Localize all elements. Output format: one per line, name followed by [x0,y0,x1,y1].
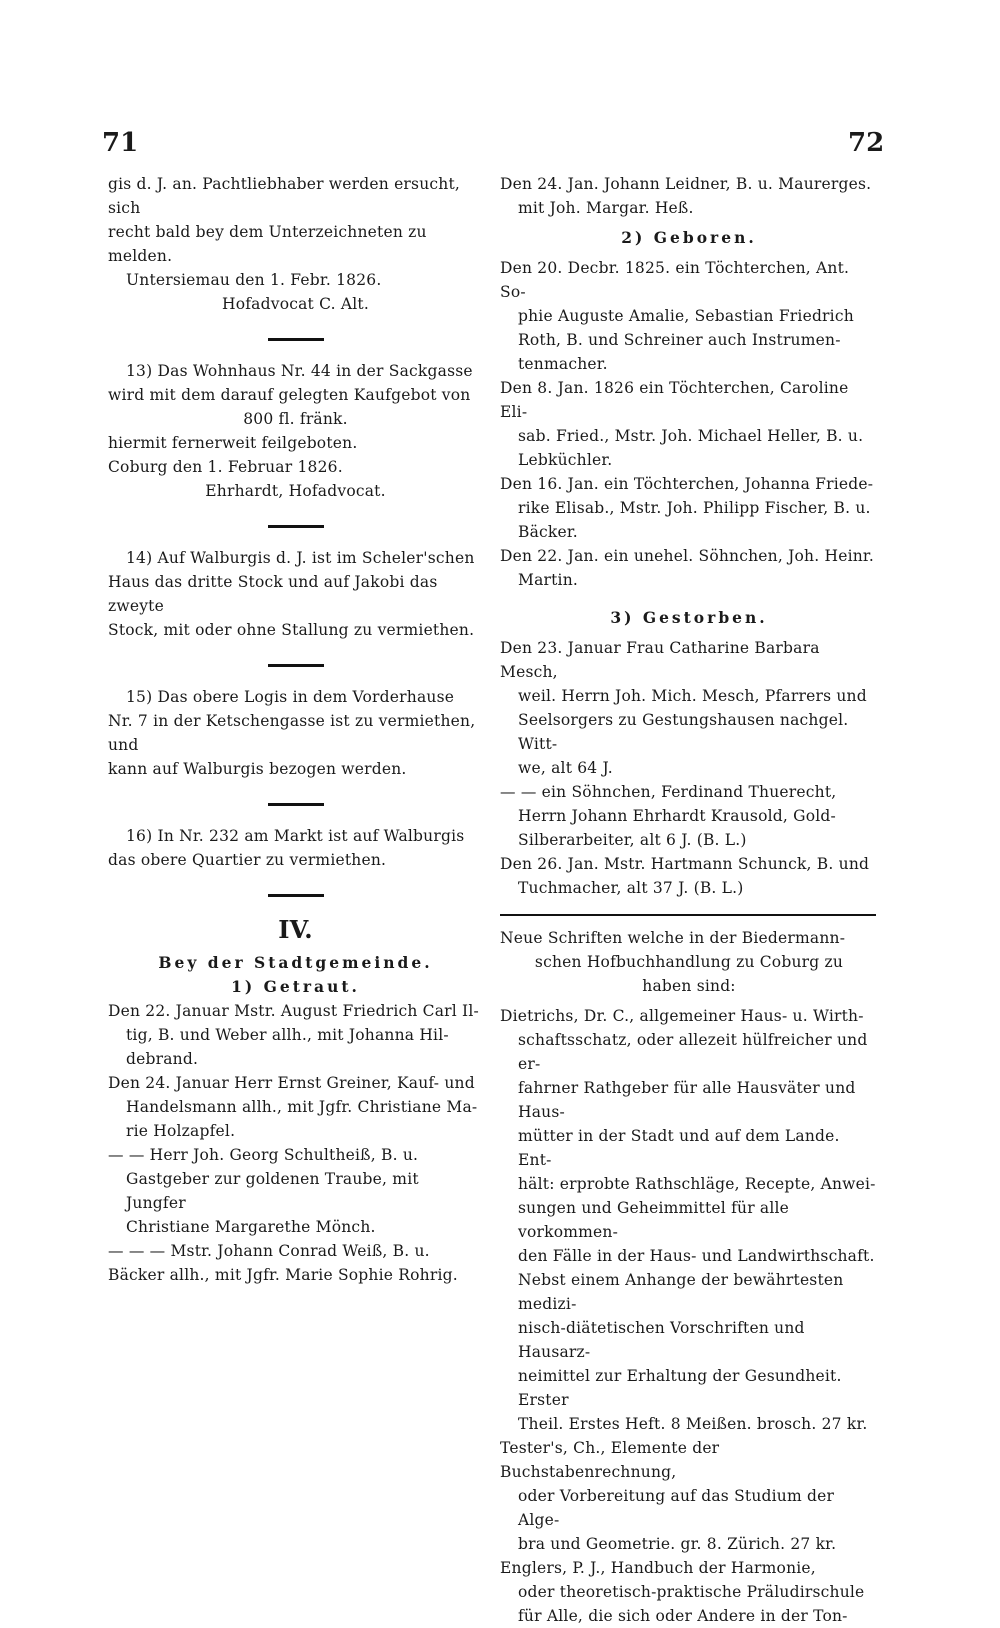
separator-rule [268,894,324,897]
text-line: tenmacher. [518,355,608,373]
right-column [500,172,878,1628]
separator-rule [268,664,324,667]
text-line: tig, B. und Weber allh., mit Johanna Hil- [126,1026,449,1044]
text-line: 16) In Nr. 232 am Markt ist auf Walburgis [126,827,465,845]
text-line: Dietrichs, Dr. C., allgemeiner Haus- u. Wirth- [500,1007,864,1025]
text-line: den Fälle in der Haus- und Landwirthschaft. [518,1247,875,1265]
text-line: oder theoretisch-praktische Präludirschule [518,1583,865,1601]
text-line: Den 20. Decbr. 1825. ein Töchterchen, Ant. So- [500,259,850,301]
separator-rule [268,525,324,528]
signature: Ehrhardt, Hofadvocat. [205,482,386,500]
text-line: Bäcker allh., mit Jgfr. Marie Sophie Rohrig. [108,1266,458,1284]
subsection-heading: 2) Geboren. [621,228,757,247]
text-line: mit Joh. Margar. Heß. [518,199,694,217]
separator-rule [268,803,324,806]
text-line: schaftsschatz, oder allezeit hülfreicher und er- [518,1031,868,1073]
subsection-heading: 3) Gestorben. [610,608,768,627]
text-line: fahrner Rathgeber für alle Hausväter und Haus- [518,1079,856,1121]
text-line: Herrn Johann Ehrhardt Krausold, Gold- [518,807,836,825]
text-line: sab. Fried., Mstr. Joh. Michael Heller, B. u. [518,427,864,445]
text-line: nisch-diätetischen Vorschriften und Hausarz- [518,1319,805,1361]
place-date: Coburg den 1. Februar 1826. [108,458,343,476]
section-title: Bey der Stadtgemeinde. [158,953,433,972]
text-line: Christiane Margarethe Mönch. [126,1218,376,1236]
text-line: Stock, mit oder ohne Stallung zu vermiethen. [108,621,475,639]
text-line: Nr. 7 in der Ketschengasse ist zu vermiethen, und [108,712,476,754]
text-line: rie Holzapfel. [126,1122,236,1140]
text-line: recht bald bey dem Unterzeichneten zu melden. [108,223,427,265]
text-line: Gastgeber zur goldenen Traube, mit Jungfer [126,1170,419,1212]
page-number-left: 71 [102,128,139,158]
text-line: — — ein Söhnchen, Ferdinand Thuerecht, [500,783,837,801]
text-line: weil. Herrn Joh. Mich. Mesch, Pfarrers und [518,687,867,705]
text-line: Bäcker. [518,523,578,541]
text-line: für Alle, die sich oder Andere in der Ton- [518,1607,848,1625]
text-line: Den 22. Januar Mstr. August Friedrich Carl Il- [108,1002,479,1020]
place-date: Untersiemau den 1. Febr. 1826. [126,271,382,289]
text-line: Tester's, Ch., Elemente der Buchstabenrechnung, [500,1439,720,1481]
text-line: Den 16. Jan. ein Töchterchen, Johanna Friede- [500,475,874,493]
price: 800 fl. fränk. [243,410,348,428]
text-line: Silberarbeiter, alt 6 J. (B. L.) [518,831,747,849]
text-line: Den 22. Jan. ein unehel. Söhnchen, Joh. Heinr. [500,547,874,565]
text-line: Den 24. Jan. Johann Leidner, B. u. Maurerges. [500,175,872,193]
subsection-heading: 1) Getraut. [231,977,360,996]
text-line: oder Vorbereitung auf das Studium der Alge- [518,1487,835,1529]
text-line: sungen und Geheimmittel für alle vorkommen- [518,1199,790,1241]
text-line: 13) Das Wohnhaus Nr. 44 in der Sackgasse [126,362,473,380]
text-line: haben sind: [642,977,736,995]
text-line: — — Herr Joh. Georg Schultheiß, B. u. [108,1146,419,1164]
text-line: Haus das dritte Stock und auf Jakobi das zweyte [108,573,438,615]
text-line: Handelsmann allh., mit Jgfr. Christiane Ma- [126,1098,478,1116]
separator-rule [268,338,324,341]
page-number-right: 72 [848,128,885,158]
section-numeral: IV. [278,915,313,944]
text-line: Neue Schriften welche in der Biedermann- [500,929,846,947]
text-line: Den 23. Januar Frau Catharine Barbara Mesch, [500,639,820,681]
text-line: Englers, P. J., Handbuch der Harmonie, [500,1559,816,1577]
text-line: 15) Das obere Logis in dem Vorderhause [126,688,455,706]
separator-rule [500,914,876,916]
text-line: kann auf Walburgis bezogen werden. [108,760,407,778]
text-line: hält: erprobte Rathschläge, Recepte, Anwei- [518,1175,876,1193]
text-line: Theil. Erstes Heft. 8 Meißen. brosch. 27 kr. [518,1415,868,1433]
text-line: mütter in der Stadt und auf dem Lande. Ent- [518,1127,840,1169]
text-line: 14) Auf Walburgis d. J. ist im Scheler'schen [126,549,475,567]
text-line: Lebküchler. [518,451,613,469]
text-line: Nebst einem Anhange der bewährtesten medizi- [518,1271,844,1313]
text-line: we, alt 64 J. [518,759,613,777]
text-line: Den 24. Januar Herr Ernst Greiner, Kauf- und [108,1074,475,1092]
text-line: — — — Mstr. Johann Conrad Weiß, B. u. [108,1242,430,1260]
text-line: Den 26. Jan. Mstr. Hartmann Schunck, B. und [500,855,870,873]
text-line: Tuchmacher, alt 37 J. (B. L.) [518,879,744,897]
text-line: Martin. [518,571,579,589]
text-line: das obere Quartier zu vermiethen. [108,851,387,869]
text-line: wird mit dem darauf gelegten Kaufgebot von [108,386,471,404]
text-line: Seelsorgers zu Gestungshausen nachgel. Witt- [518,711,849,753]
left-column [108,172,483,1287]
text-line: bra und Geometrie. gr. 8. Zürich. 27 kr. [518,1535,837,1553]
text-line: gis d. J. an. Pachtliebhaber werden ersucht, sich [108,175,461,217]
text-line: debrand. [126,1050,199,1068]
text-line: Roth, B. und Schreiner auch Instrumen- [518,331,841,349]
text-line: Den 8. Jan. 1826 ein Töchterchen, Caroline Eli- [500,379,849,421]
signature: Hofadvocat C. Alt. [222,295,369,313]
text-line: neimittel zur Erhaltung der Gesundheit. Erster [518,1367,842,1409]
text-line: phie Auguste Amalie, Sebastian Friedrich [518,307,854,325]
text-line: hiermit fernerweit feilgeboten. [108,434,358,452]
text-line: rike Elisab., Mstr. Joh. Philipp Fischer, B. u. [518,499,871,517]
text-line: schen Hofbuchhandlung zu Coburg zu [534,953,844,971]
